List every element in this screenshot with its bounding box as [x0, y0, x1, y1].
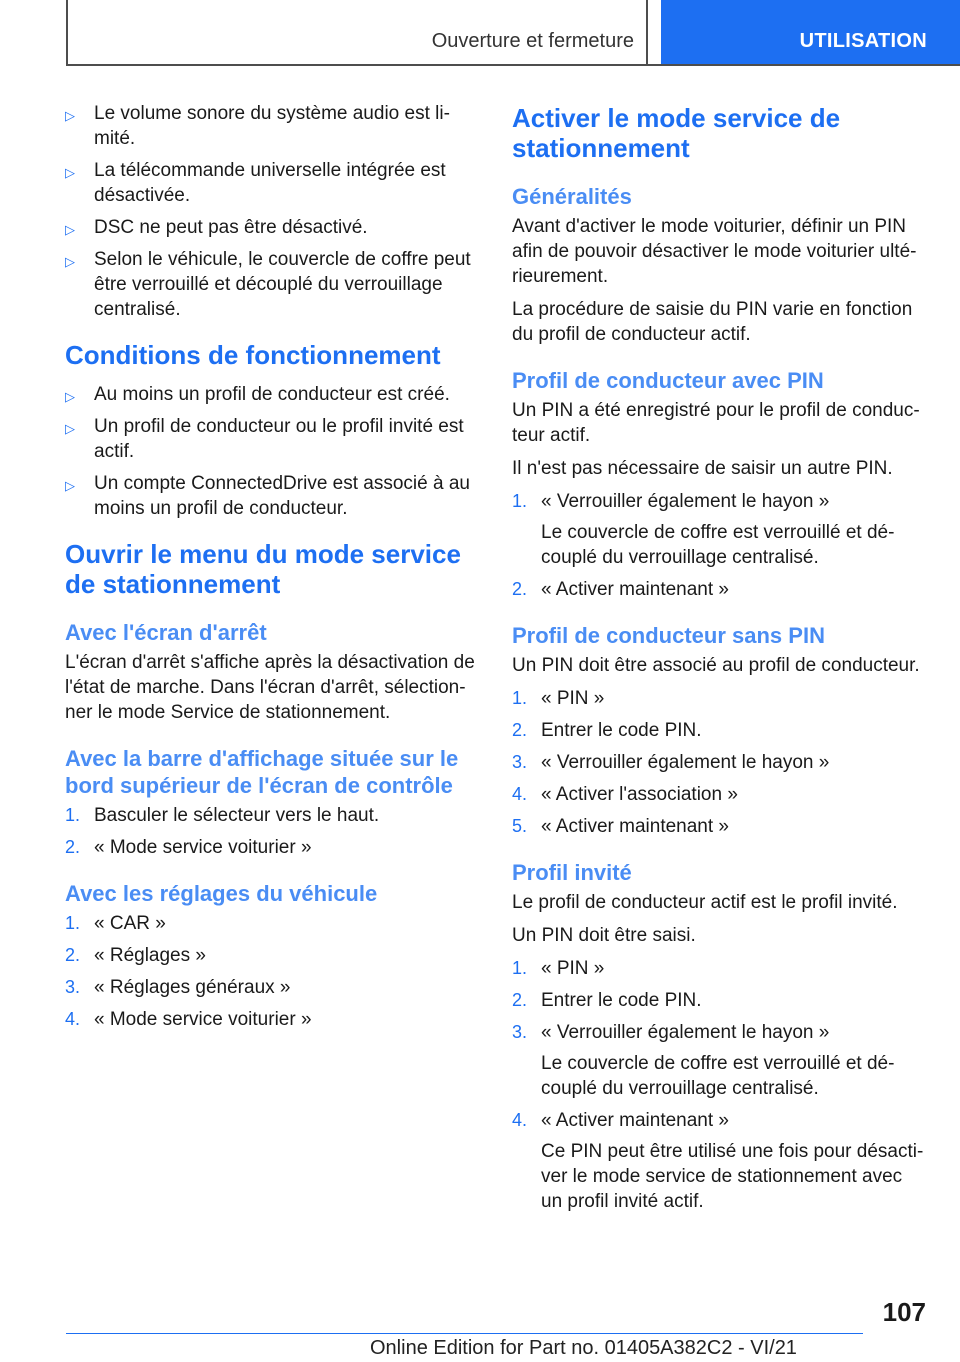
- step-number: 5.: [512, 816, 528, 836]
- heading-guest-profile: Profil invité: [512, 860, 632, 885]
- header-rule: [66, 64, 960, 66]
- vehicle-settings-steps: [65, 911, 477, 1032]
- list-item: 1. « PIN »: [512, 688, 605, 709]
- guest-text: Un PIN doit être saisi.: [512, 925, 696, 946]
- heading-activate-mode: Activer le mode service de stationnement: [512, 103, 841, 163]
- heading-stop-screen: Avec l'écran d'arrêt: [65, 620, 267, 645]
- step-number: 3.: [65, 977, 81, 997]
- list-item: ▷ Au moins un profil de conducteur est créé.: [65, 382, 477, 407]
- step-number: 1.: [65, 805, 81, 825]
- footer-rule: [66, 1333, 863, 1334]
- step-number: 1.: [512, 688, 528, 708]
- with-pin-steps: [512, 489, 924, 602]
- guest-steps: [512, 956, 924, 1214]
- stop-screen-text: L'écran d'arrêt s'affiche après la désactivation de l'état de marche. Dans l'écran d'arrêt, sélectionner le mode Service de stationnement.: [65, 652, 475, 723]
- section-title: Ouverture et fermeture: [431, 30, 634, 52]
- list-item: 2. Entrer le code PIN.: [512, 990, 702, 1011]
- triangle-bullet-icon: ▷: [65, 478, 75, 493]
- step-number: 1.: [512, 958, 528, 978]
- list-item: ▷ DSC ne peut pas être désactivé.: [65, 215, 477, 240]
- step-number: 1.: [512, 491, 528, 511]
- triangle-bullet-icon: ▷: [65, 165, 75, 180]
- with-pin-text: Il n'est pas nécessaire de saisir un autre PIN.: [512, 458, 893, 479]
- step-number: 2.: [65, 945, 81, 965]
- step-note: Le couvercle de coffre est verrouillé et découplé du verrouillage centralisé.: [541, 522, 895, 568]
- general-text: La procédure de saisie du PIN varie en fonction du profil de conducteur actif.: [512, 299, 913, 345]
- list-item: 1. « CAR »: [65, 913, 166, 934]
- list-item: ▷ Un profil de conducteur ou le profil invité est actif.: [65, 416, 464, 462]
- triangle-bullet-icon: ▷: [65, 254, 75, 269]
- step-number: 4.: [65, 1009, 81, 1029]
- step-number: 3.: [512, 752, 528, 772]
- list-item: 5. « Activer maintenant »: [512, 816, 729, 837]
- list-item: 1. « PIN »: [512, 958, 605, 979]
- list-item: 2. « Réglages »: [65, 945, 206, 966]
- restrictions-list: [65, 101, 477, 322]
- triangle-bullet-icon: ▷: [65, 421, 75, 436]
- list-item: 3. « Réglages généraux »: [65, 977, 291, 998]
- list-item: 3. « Verrouiller également le hayon »: [512, 752, 830, 773]
- list-item: 3. « Verrouiller également le hayon » Le couvercle de coffre est verrouillé et découplé du verrouillage centralisé.: [512, 1020, 924, 1101]
- triangle-bullet-icon: ▷: [65, 222, 75, 237]
- right-column: [512, 101, 924, 1221]
- list-item: 1. Basculer le sélecteur vers le haut.: [65, 805, 380, 826]
- list-item: 2. « Mode service voiturier »: [65, 837, 312, 858]
- triangle-bullet-icon: ▷: [65, 389, 75, 404]
- list-item: 1. « Verrouiller également le hayon » Le couvercle de coffre est verrouillé et découplé du verrouillage centralisé.: [512, 489, 924, 570]
- triangle-bullet-icon: ▷: [65, 108, 75, 123]
- step-number: 2.: [65, 837, 81, 857]
- without-pin-steps: [512, 686, 924, 839]
- heading-profile-without-pin: Profil de conducteur sans PIN: [512, 623, 825, 648]
- chapter-tab-label: UTILISATION: [799, 30, 927, 52]
- step-number: 1.: [65, 913, 81, 933]
- chapter-tab: [661, 0, 960, 64]
- section-header-box: [66, 0, 648, 64]
- list-item: ▷ La télécommande universelle intégrée est désactivée.: [65, 160, 446, 206]
- status-bar-steps: [65, 803, 477, 860]
- without-pin-text: Un PIN doit être associé au profil de conducteur.: [512, 655, 920, 676]
- heading-vehicle-settings: Avec les réglages du véhicule: [65, 881, 378, 906]
- heading-general: Généralités: [512, 184, 632, 209]
- with-pin-text: Un PIN a été enregistré pour le profil de conducteur actif.: [512, 400, 920, 446]
- heading-profile-with-pin: Profil de conducteur avec PIN: [512, 368, 824, 393]
- list-item: ▷ Le volume sonore du système audio est limité.: [65, 103, 450, 149]
- step-number: 2.: [512, 720, 528, 740]
- step-note: Ce PIN peut être utilisé une fois pour désactiver le mode service de stationnement avec un profil invité actif.: [541, 1141, 924, 1212]
- step-number: 4.: [512, 784, 528, 804]
- list-item: ▷ Selon le véhicule, le couvercle de coffre peut être verrouillé et découplé du verrouillage centralisé.: [65, 249, 471, 320]
- step-number: 2.: [512, 990, 528, 1010]
- list-item: ▷ Un compte ConnectedDrive est associé à au moins un profil de conducteur.: [65, 473, 470, 519]
- step-number: 2.: [512, 579, 528, 599]
- list-item: 2. « Activer maintenant »: [512, 579, 729, 600]
- left-column: [65, 101, 477, 1039]
- step-number: 3.: [512, 1022, 528, 1042]
- heading-status-bar: Avec la barre d'affichage située sur le bord supérieur de l'écran de contrôle: [65, 746, 459, 798]
- list-item: 4. « Activer l'association »: [512, 784, 738, 805]
- edition-footer: Online Edition for Part no. 01405A382C2 - VI/21: [370, 1337, 797, 1359]
- page-number: 107: [882, 1297, 926, 1327]
- list-item: 4. « Mode service voiturier »: [65, 1009, 312, 1030]
- general-text: Avant d'activer le mode voiturier, définir un PIN afin de pouvoir désactiver le mode voiturier ultérieurement.: [512, 216, 917, 287]
- conditions-list: [65, 382, 477, 521]
- heading-open-menu: Ouvrir le menu du mode service de stationnement: [65, 539, 461, 599]
- list-item: 4. « Activer maintenant » Ce PIN peut être utilisé une fois pour désactiver le mode service de stationnement avec un profil invité actif.: [512, 1110, 924, 1212]
- step-number: 4.: [512, 1110, 528, 1130]
- heading-conditions: Conditions de fonctionnement: [65, 340, 441, 370]
- guest-text: Le profil de conducteur actif est le profil invité.: [512, 892, 898, 913]
- list-item: 2. Entrer le code PIN.: [512, 720, 702, 741]
- step-note: Le couvercle de coffre est verrouillé et découplé du verrouillage centralisé.: [541, 1053, 895, 1099]
